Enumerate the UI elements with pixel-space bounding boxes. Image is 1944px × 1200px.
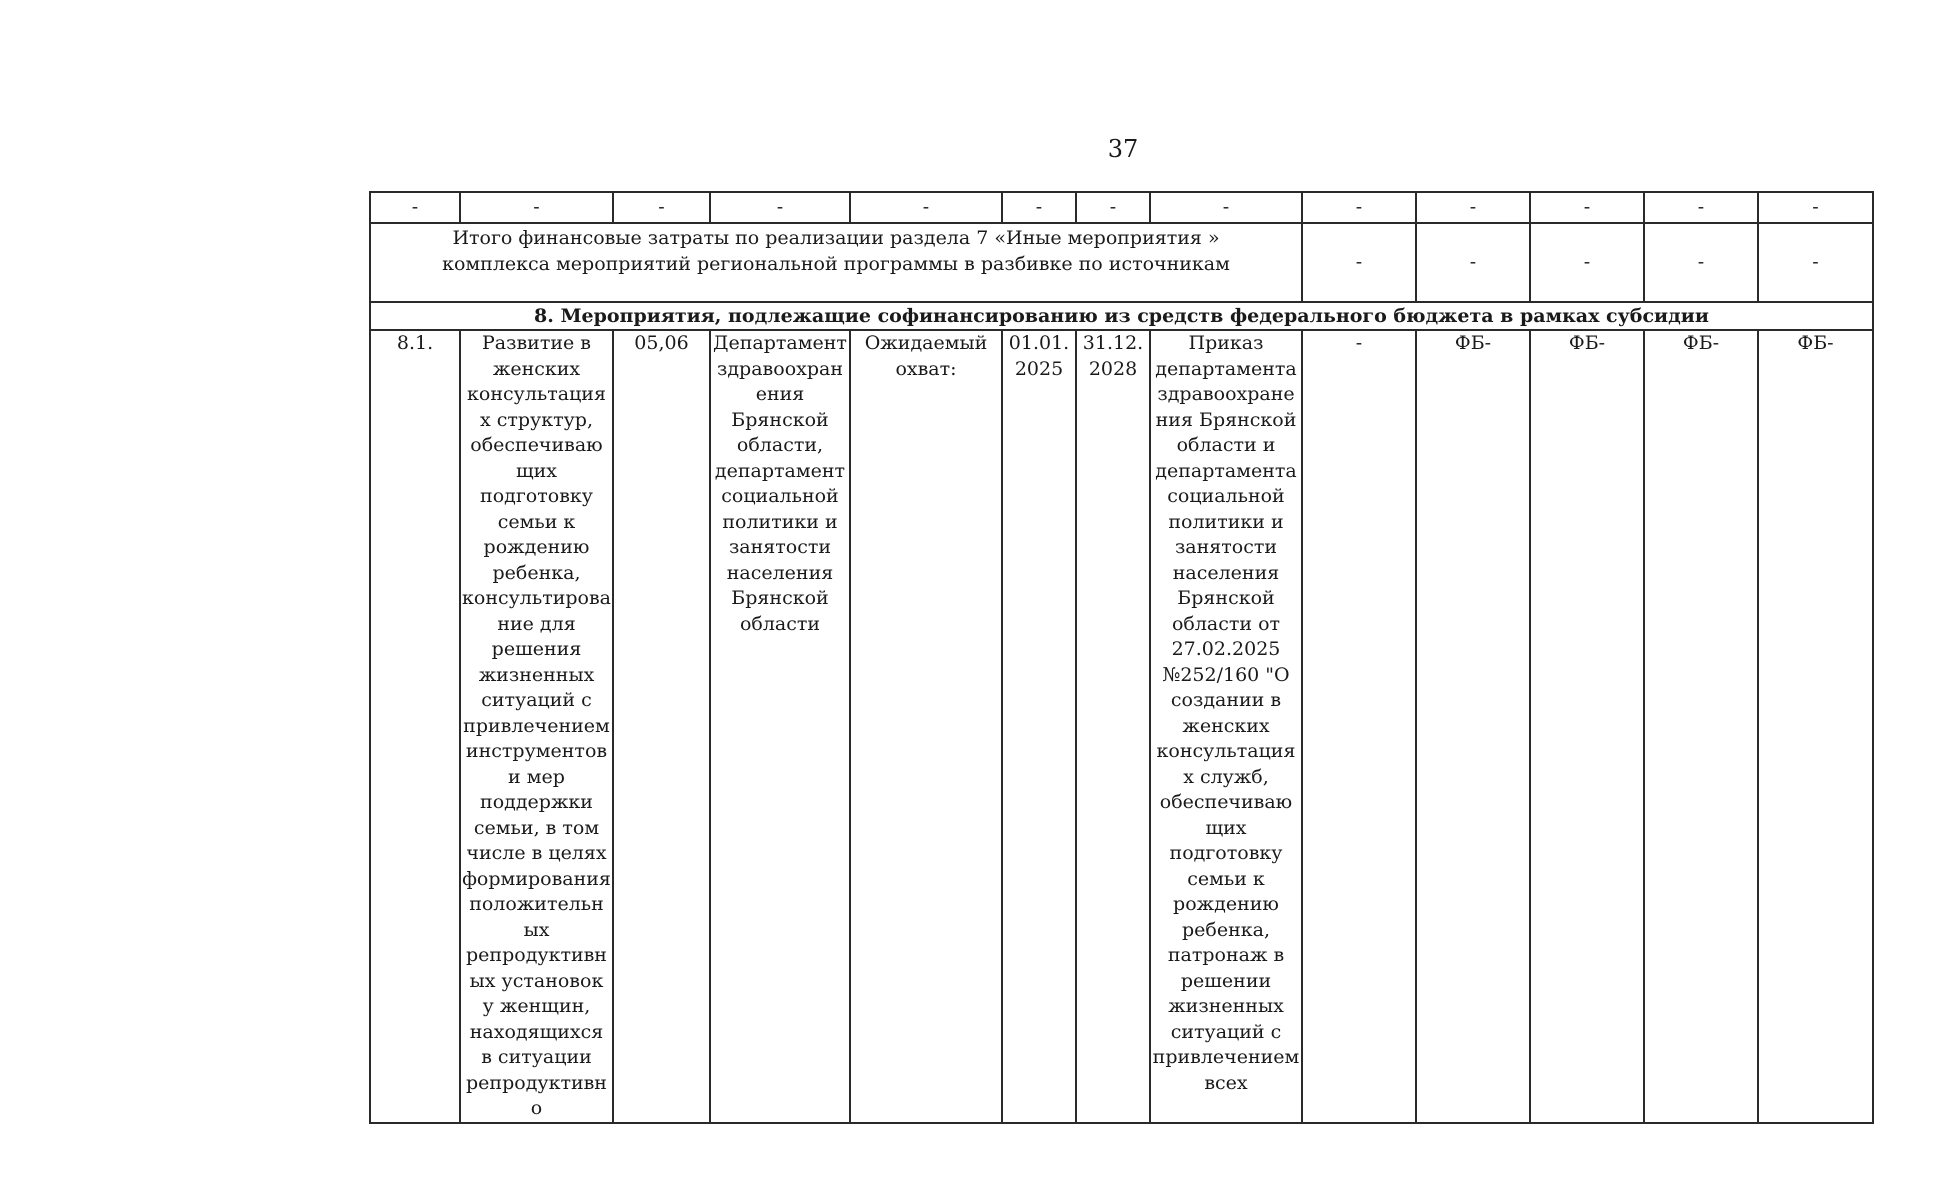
item-name-text: Развитие в женских консультациях структур, обеспечивающих подготовку семьи к рождению ребенка, консультирование для решения жизненных ситуаций с привлечением инструментов и мер поддержки семьи, в том числе в целях формирования положительных репродуктивных установок у женщин, находящихся в ситуации репродуктивно [462, 332, 612, 1119]
section-heading-row [370, 302, 1873, 330]
item-number-text: 8.1. [396, 332, 434, 354]
dash-cell: - [850, 192, 1002, 223]
dash-cell: - [1150, 192, 1302, 223]
dash-cell: - [460, 192, 613, 223]
item-code [613, 330, 710, 1123]
dash-cell: - [1302, 192, 1416, 223]
item-executor-text: Департамент здравоохранения Брянской области, департамент социальной политики и занятости населения Брянской области [713, 332, 847, 635]
item-funding [1644, 330, 1758, 1123]
item-funding-text: ФБ- [1568, 332, 1606, 354]
item-funding-text: ФБ- [1682, 332, 1720, 354]
total-value: - [1416, 223, 1530, 302]
dash-cell: - [1758, 192, 1873, 223]
item-total-text: - [1355, 332, 1363, 354]
item-funding [1530, 330, 1644, 1123]
item-end-date [1076, 330, 1150, 1123]
measure-row [370, 330, 1873, 1123]
dash-cell: - [1644, 192, 1758, 223]
dash-cell: - [1002, 192, 1076, 223]
dash-row [370, 192, 1873, 223]
dash-cell: - [710, 192, 850, 223]
dash-cell: - [1076, 192, 1150, 223]
page-number: 37 [1107, 135, 1139, 163]
dash-cell: - [1416, 192, 1530, 223]
total-label: Итого финансовые затраты по реализации раздела 7 «Иные мероприятия » комплекса мероприятий региональной программы в разбивке по источникам [370, 223, 1302, 302]
item-total [1302, 330, 1416, 1123]
total-value: - [1758, 223, 1873, 302]
total-value: - [1644, 223, 1758, 302]
item-end-date-text: 31.12.2028 [1082, 332, 1144, 380]
item-document-text: Приказ департамента здравоохранения Брянской области и департамента социальной политики и занятости населения Брянской области от 27.02.2025 №252/160 "О создании в женских консультациях служб, обеспечивающих подготовку семьи к рождению ребенка, патронаж в решении жизненных ситуаций с привлечением всех [1152, 332, 1300, 1094]
item-start-date [1002, 330, 1076, 1123]
dash-cell: - [1530, 192, 1644, 223]
item-result [850, 330, 1002, 1123]
program-measures-table [369, 191, 1874, 1124]
section-heading: 8. Мероприятия, подлежащие софинансированию из средств федерального бюджета в рамках субсидии [370, 302, 1873, 330]
total-row [370, 223, 1873, 302]
item-funding-text: ФБ- [1797, 332, 1834, 354]
item-executor [710, 330, 850, 1123]
total-value: - [1302, 223, 1416, 302]
item-funding-text: ФБ- [1454, 332, 1492, 354]
item-funding [1416, 330, 1530, 1123]
item-result-text: Ожидаемый охват: [864, 332, 988, 380]
dash-cell: - [613, 192, 710, 223]
item-start-date-text: 01.01.2025 [1008, 332, 1070, 380]
total-value: - [1530, 223, 1644, 302]
item-code-text: 05,06 [634, 332, 689, 354]
item-name [460, 330, 613, 1123]
item-funding [1758, 330, 1873, 1123]
dash-cell: - [370, 192, 460, 223]
item-number [370, 330, 460, 1123]
item-document [1150, 330, 1302, 1123]
